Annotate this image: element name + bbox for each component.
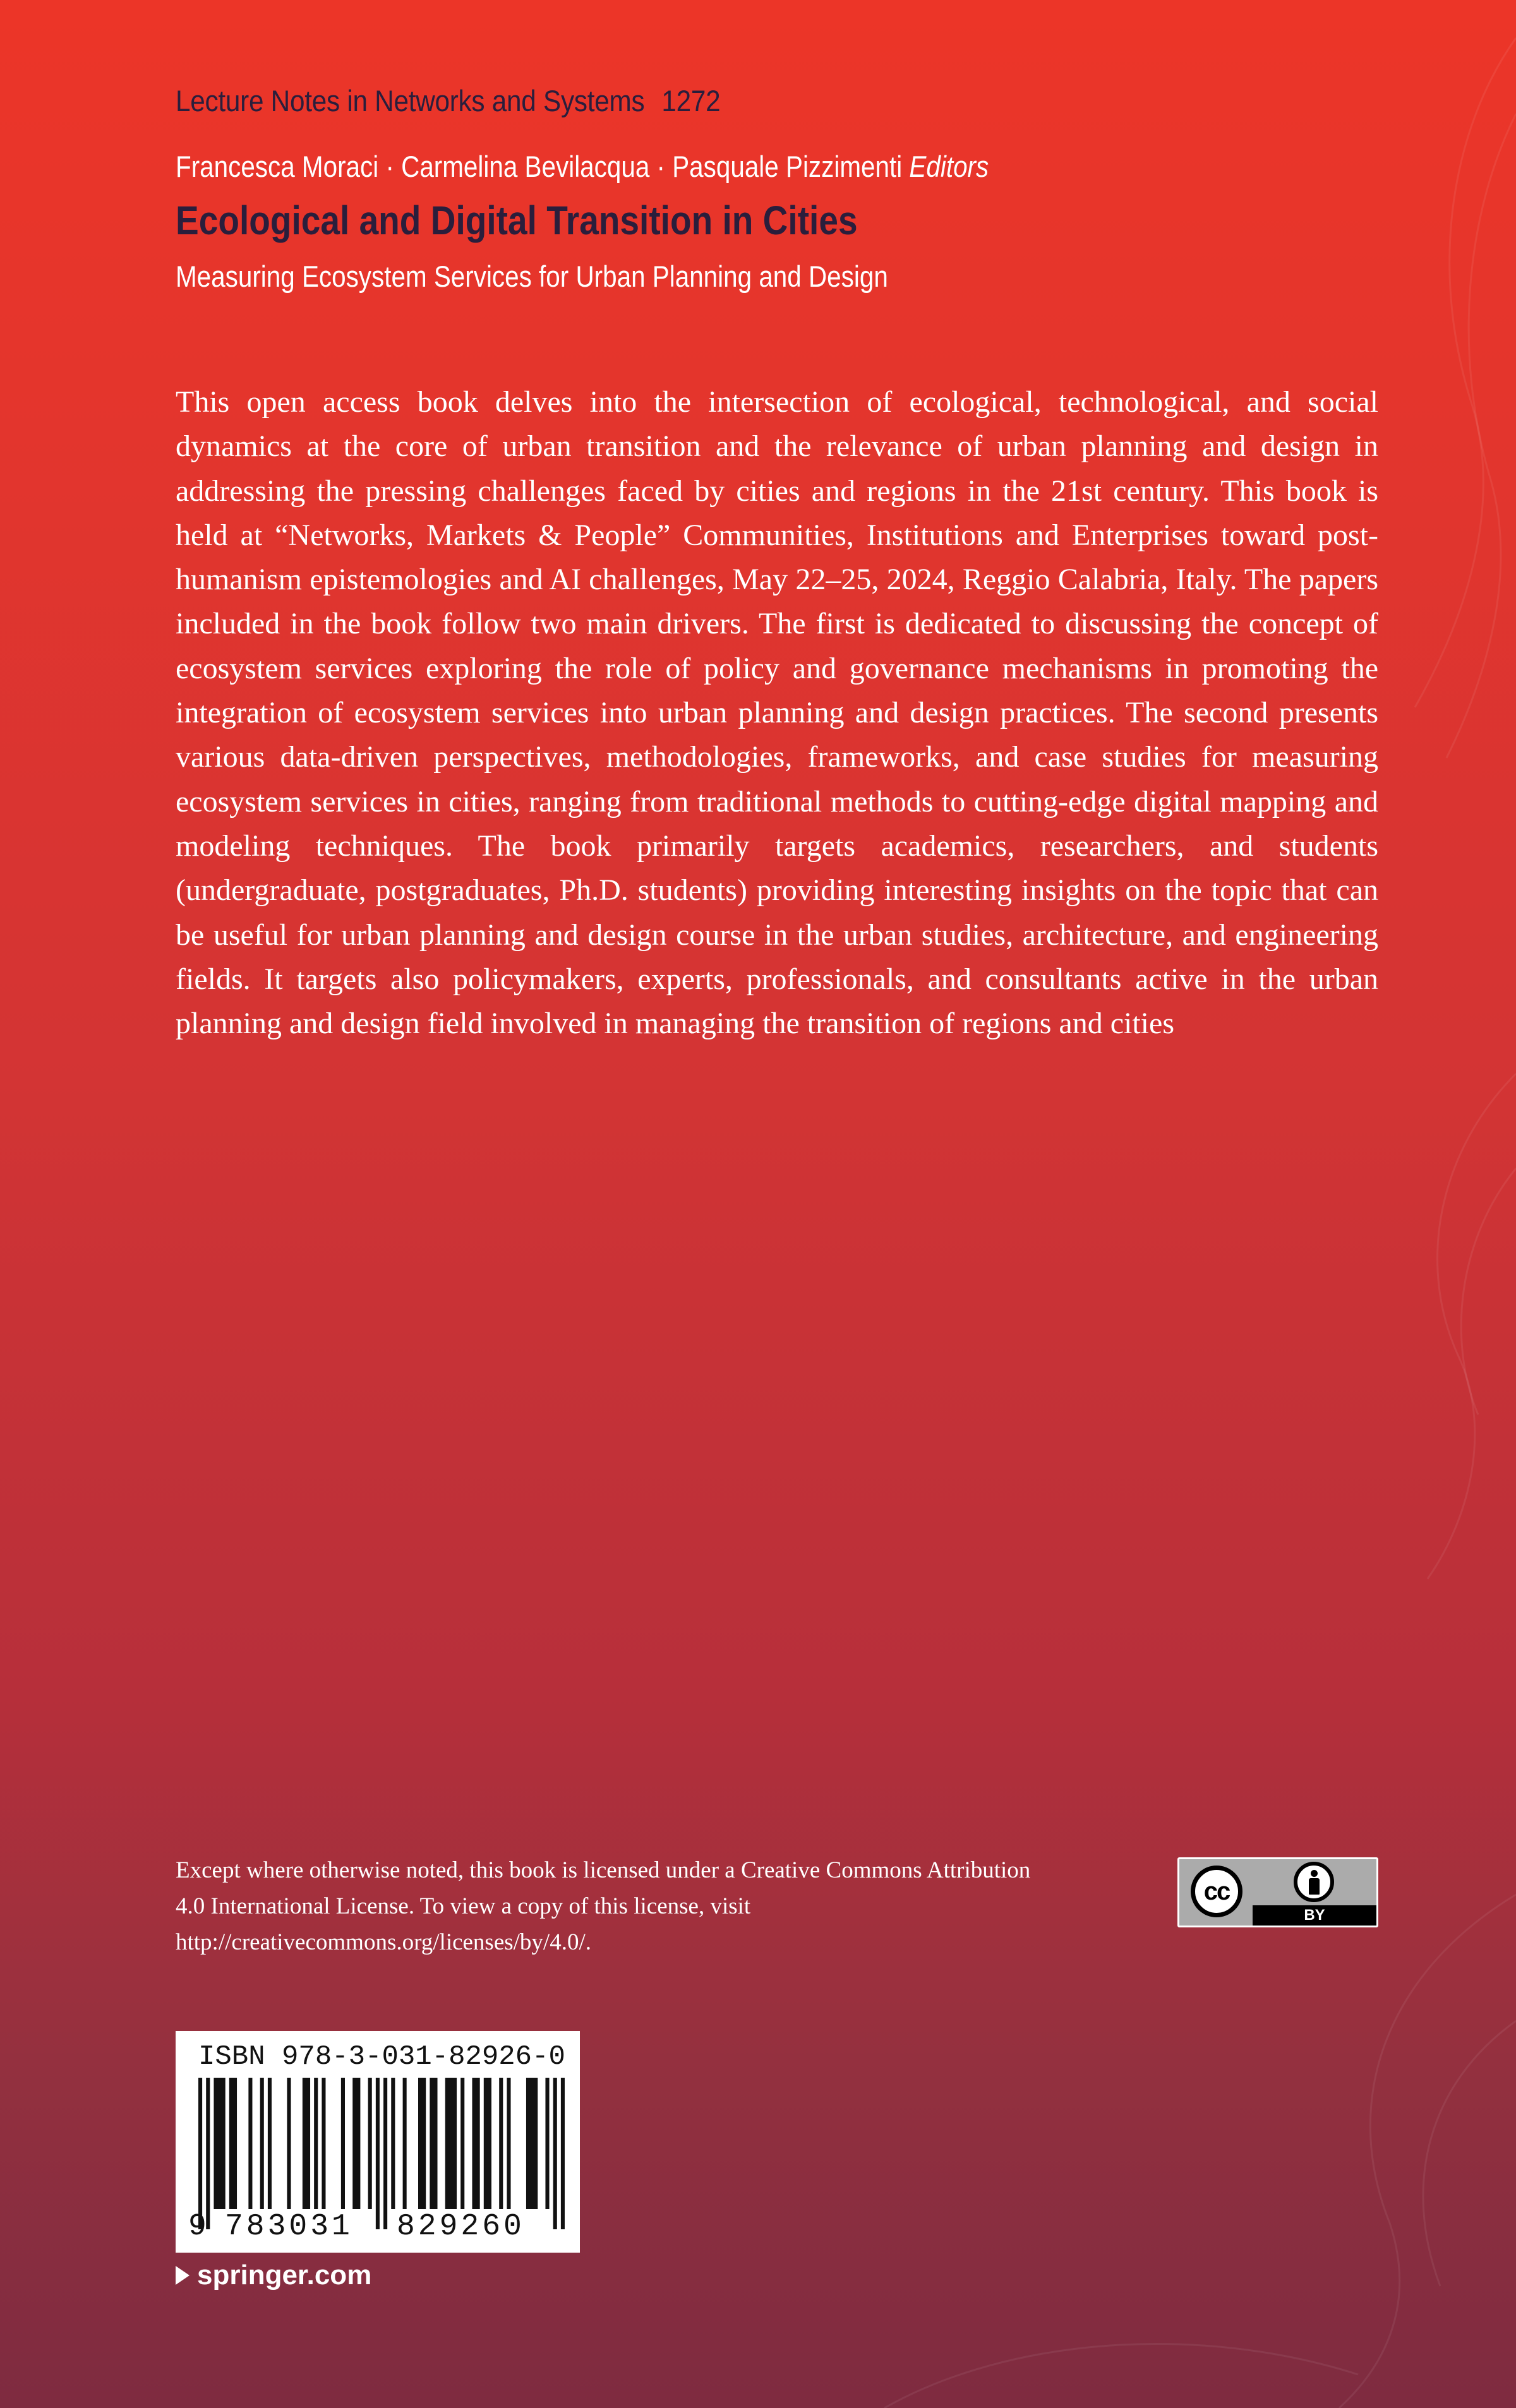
barcode-bar: [368, 2078, 372, 2209]
barcode-bar: [484, 2078, 491, 2209]
barcode-guard-bar: [383, 2078, 387, 2229]
editors-role: Editors: [909, 150, 989, 183]
attribution-person-icon: [1294, 1862, 1334, 1902]
barcode-bar: [472, 2078, 479, 2209]
book-subtitle: Measuring Ecosystem Services for Urban Planning and Design: [176, 260, 888, 293]
publisher-url: springer.com: [197, 2260, 372, 2291]
ean-left-group: 783031: [225, 2210, 353, 2244]
barcode-guard-bar: [376, 2078, 380, 2229]
barcode-bar: [268, 2078, 272, 2209]
series-volume: 1272: [661, 84, 721, 117]
barcode-bar: [507, 2078, 510, 2209]
barcode-bar: [248, 2078, 252, 2209]
barcode-bar: [260, 2078, 264, 2209]
barcode-bar: [303, 2078, 310, 2209]
ean-right-group: 829260: [397, 2210, 525, 2244]
barcode-bars: [198, 2078, 565, 2229]
ean-first-digit: 9: [188, 2210, 207, 2244]
barcode-guard-bar: [561, 2078, 565, 2229]
barcode-bar: [430, 2078, 437, 2209]
barcode-bar: [445, 2078, 457, 2209]
publisher-link[interactable]: [176, 2260, 371, 2291]
barcode-bar: [403, 2078, 407, 2209]
person-body-shape: [1309, 1878, 1320, 1895]
arrow-right-icon: [176, 2266, 190, 2285]
isbn-label: ISBN 978-3-031-82926-0: [198, 2041, 565, 2073]
barcode-bar: [229, 2078, 237, 2209]
isbn-barcode: [176, 2031, 580, 2253]
by-label: BY: [1304, 1907, 1325, 1924]
barcode-bar: [545, 2078, 549, 2209]
series-name: Lecture Notes in Networks and Systems: [176, 84, 645, 117]
barcode-guard-bar: [198, 2078, 202, 2229]
editor-names: Francesca Moraci · Carmelina Bevilacqua · Pasquale Pizzimenti: [176, 150, 903, 183]
editors-line: [176, 149, 989, 184]
book-blurb: This open access book delves into the intersection of ecological, technological, and social dynamics at the core of urban transition and the relevance of urban planning and design in addressing the pressing challenges faced by cities and regions in the 21st century. This book is held at “Networks, Markets & People” Communities, Institutions and Enterprises toward post-humanism epistemologies and AI challenges, May 22–25, 2024, Reggio Calabria, Italy. The papers included in the book follow two main drivers. The first is dedicated to discussing the concept of ecosystem services exploring the role of policy and governance mechanisms in promoting the integration of ecosystem services into urban planning and design practices. The second presents various data-driven perspectives, methodologies, frameworks, and case studies for measuring ecosystem services in cities, ranging from traditional methods to cutting-edge digital mapping and modeling techniques. The book primarily targets academics, researchers, and students (undergraduate, postgraduates, Ph.D. students) providing interesting insights on the topic that can be useful for urban planning and design course in the urban studies, architecture, and engineering fields. It targets also policymakers, experts, professionals, and consultants active in the urban planning and design field involved in managing the transition of regions and cities: [176, 385, 1378, 1041]
barcode-guard-bar: [206, 2078, 210, 2229]
series-line: [176, 83, 720, 118]
barcode-bar: [341, 2078, 345, 2209]
barcode-bar: [322, 2078, 325, 2209]
barcode-bar: [499, 2078, 503, 2209]
barcode-bar: [418, 2078, 426, 2209]
barcode-bar: [460, 2078, 464, 2209]
barcode-bar: [214, 2078, 225, 2209]
license-notice: Except where otherwise noted, this book is licensed under a Creative Commons Attribution 4.0 International License. To view a copy of this license, visit http://creativecommons.org/licenses/by/4.0/.: [176, 1857, 1031, 1955]
barcode-bar: [352, 2078, 360, 2209]
cc-by-badge-icon: [1177, 1857, 1378, 1927]
book-title: Ecological and Digital Transition in Cities: [176, 198, 858, 243]
barcode-bar: [391, 2078, 395, 2209]
barcode-bar: [314, 2078, 318, 2209]
barcode-guard-bar: [553, 2078, 557, 2229]
barcode-bar: [526, 2078, 538, 2209]
barcode-bar: [287, 2078, 291, 2209]
cc-icon: cc: [1191, 1866, 1242, 1917]
person-head-shape: [1311, 1870, 1318, 1877]
